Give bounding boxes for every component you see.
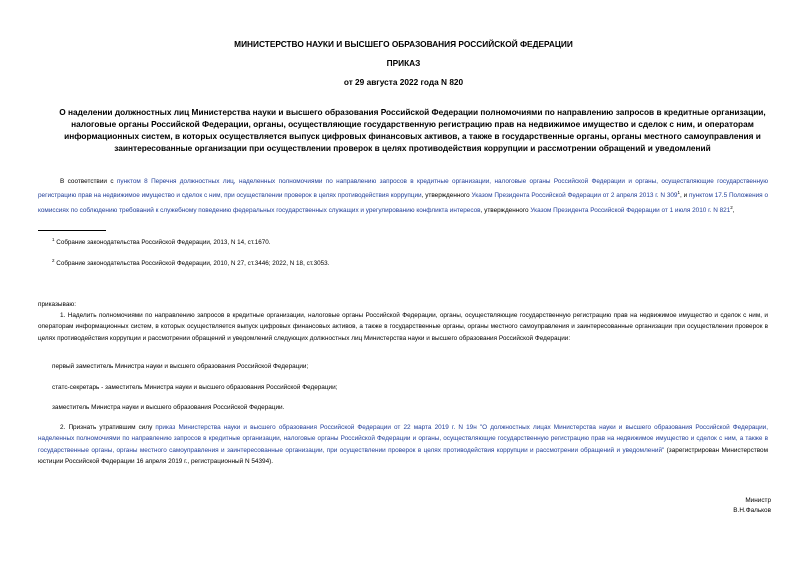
order-item-2-prefix: 2. Признать утратившим силу [60,424,153,431]
footnote-2 [52,256,329,268]
footnote-mark: 1 [52,237,55,242]
preamble-text: , утвержденного [421,192,470,200]
ministry-name: МИНИСТЕРСТВО НАУКИ И ВЫСШЕГО ОБРАЗОВАНИЯ РОССИЙСКОЙ ФЕДЕРАЦИИ [234,39,573,49]
link-ukaz-309[interactable]: Указом Президента Российской Федерации от 2 апреля 2013 г. N 309 [471,192,678,200]
role-item: первый заместитель Министра науки и высшего образования Российской Федерации; [52,363,309,370]
footnote-ref-1[interactable]: 1 [677,190,681,196]
preamble-text: , [732,207,735,215]
link-ukaz-821[interactable]: Указом Президента Российской Федерации от 1 июля 2010 г. N 821 [530,207,731,215]
footnote-text: Собрание законодательства Российской Федерации, 2010, N 27, ст.3446; 2022, N 18, ст.3053. [56,260,330,268]
document-type: ПРИКАЗ [386,58,421,68]
order-item-1: 1. Наделить полномочиями по направлению запросов в кредитные организации, налоговые органы Российской Федерации, органы, осуществляющие государственную регистрацию прав на недвижимое имущество и сделок с ним, и операторам информационных систем, в которых осуществляется выпуск цифровых финансовых активов, а также в государственные органы, органы местного самоуправления и заинтересованные организации при осуществлении проверок в целях противодействия коррупции и рассмотрении обращений и уведомлений следующих должностных лиц Министерства науки и высшего образования Российской Федерации: [38,312,768,342]
order-item-2 [38,422,768,468]
preamble-text: , утвержденного [480,207,529,215]
footnote-text: Собрание законодательства Российской Федерации, 2013, N 14, ст.1670. [56,239,271,247]
footnote-divider [38,230,106,231]
footnote-ref-2[interactable]: 2 [730,204,733,210]
link-polozhenie-17-5[interactable]: пунктом 17.5 Положения о комиссиях по соблюдению требований к служебному поведению федеральных государственных служащих и урегулированию конфликта интересов [38,192,768,215]
role-item: заместитель Министра науки и высшего образования Российской Федерации. [52,404,285,411]
document-title: О наделении должностных лиц Министерства науки и высшего образования Российской Федерации полномочиями по направлению запросов в кредитные организации, налоговые органы Российской Федерации, органы, осуществляющие государственную регистрацию прав на недвижимое имущество и сделок с ним, и операторам информационных систем, в которых осуществляется выпуск цифровых финансовых активов, а также в государственные органы, органы местного самоуправления и заинтересованные организации при осуществлении проверок в целях противодействия коррупции и рассмотрении обращений и уведомлений [59,107,766,153]
link-perechen-point-8[interactable]: пунктом 8 Перечня должностных лиц, наделенных полномочиями по направлению запросов в кредитные организации, налоговые органы Российской Федерации и органы, осуществляющие государственную регистрацию прав на недвижимое имущество и сделок с ним, при осуществлении проверок в целях противодействия коррупции [38,178,768,200]
signature-position: Министр [745,497,771,504]
footnote-mark: 2 [52,258,55,263]
order-item-2-suffix: (зарегистрирован Министерством юстиции Российской Федерации 16 апреля 2019 г., регистрационный N 54394). [38,446,768,466]
orders-intro: приказываю: [38,301,76,308]
role-item: статс-секретарь - заместитель Министра науки и высшего образования Российской Федерации; [52,384,338,391]
link-prikaz-19n[interactable]: приказ Министерства науки и высшего образования Российской Федерации от 22 марта 2019 г. N 19н "О должностных лицах Министерства науки и высшего образования Российской Федерации, наделенных полномочиями по направлению запросов в кредитные организации, налоговые органы Российской Федерации и органы, осуществляющие государственную регистрацию прав на недвижимое имущество и сделок с ним, а также в государственные органы, органы местного самоуправления и заинтересованные организации, при осуществлении проверок в целях противодействия коррупции и рассмотрении обращений и уведомлений" [38,424,769,454]
preamble-paragraph [38,176,768,216]
preamble-text: , и [680,192,688,200]
preamble-text: В соответствии с [60,178,114,185]
footnote-1 [52,235,271,247]
document-date: от 29 августа 2022 года N 820 [343,77,464,87]
signature-name: В.Н.Фальков [733,507,771,514]
